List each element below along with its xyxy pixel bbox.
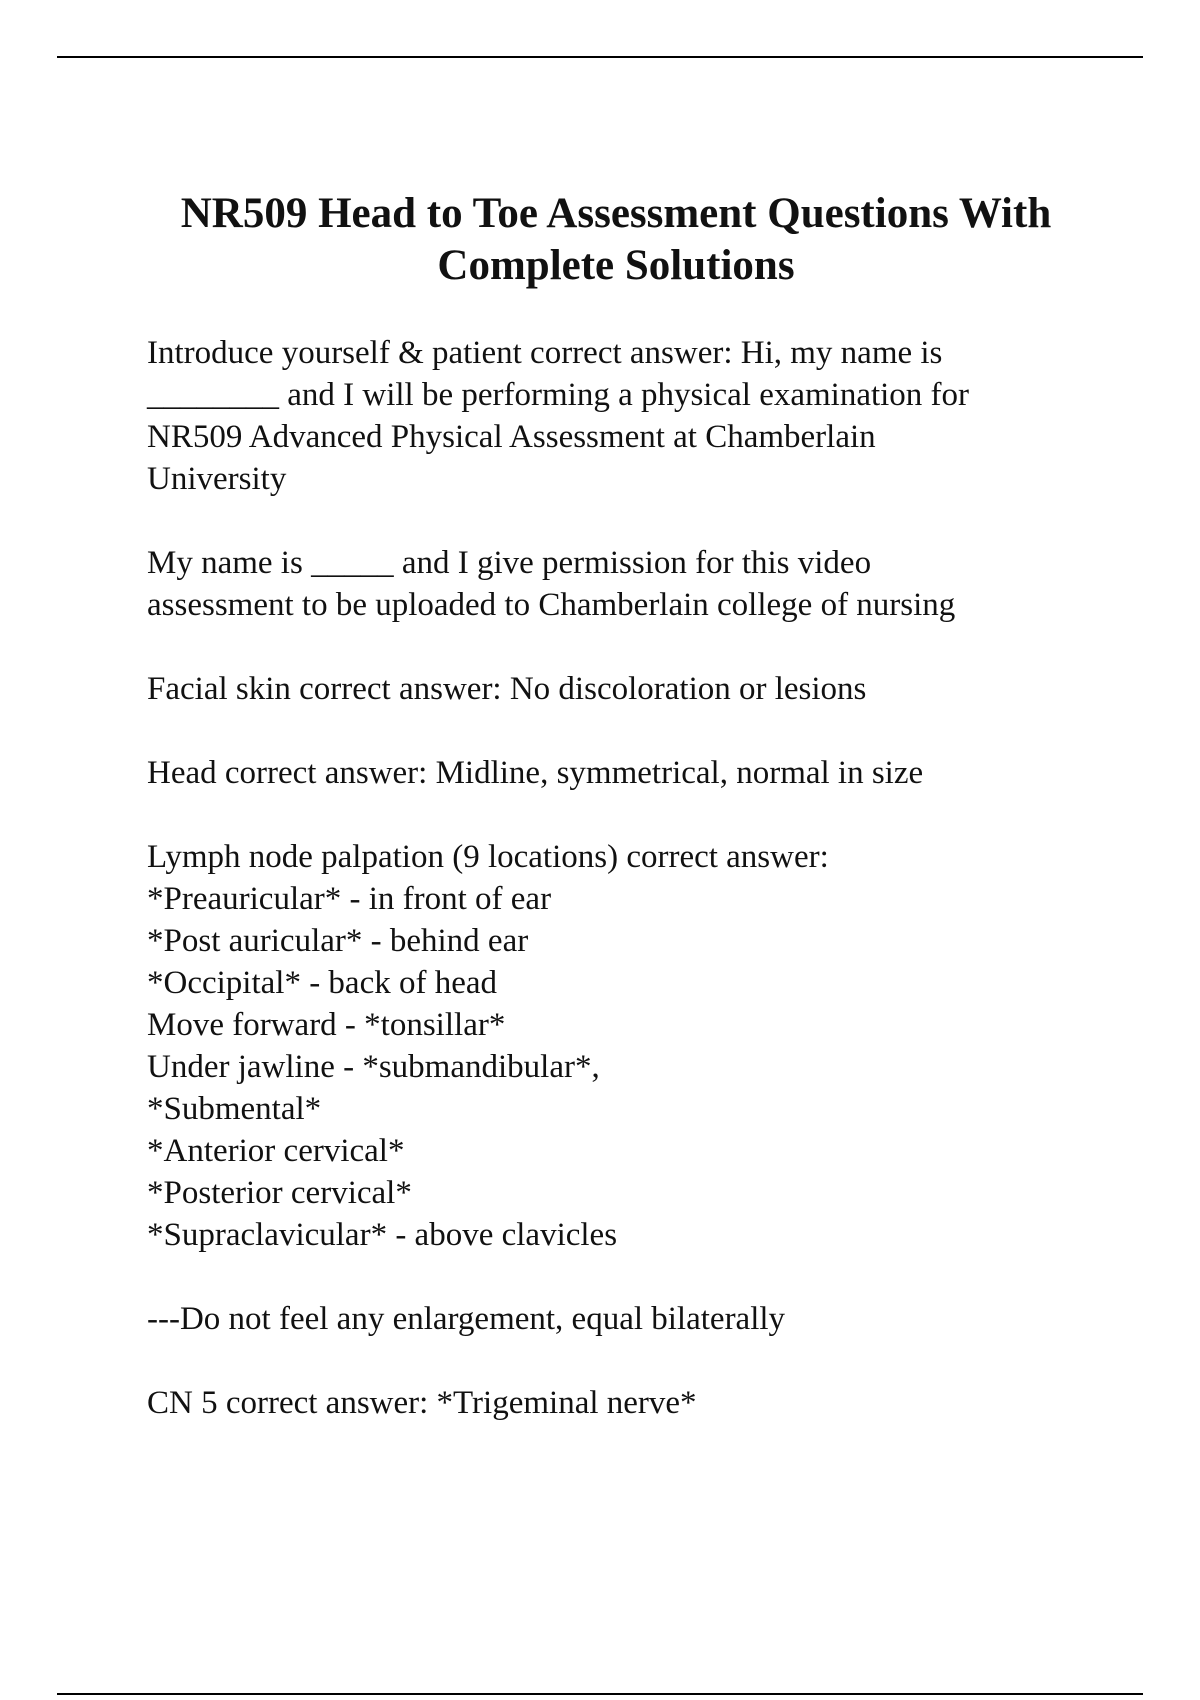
text-line: *Anterior cervical* [147, 1133, 405, 1169]
document-body [147, 332, 1107, 1466]
lymph-node-finding [147, 1298, 1107, 1340]
text-line: Under jawline - *submandibular*, [147, 1049, 600, 1085]
qa-lymph-node-palpation [147, 836, 1107, 1256]
qa-facial-skin [147, 668, 1107, 710]
qa-head [147, 752, 1107, 794]
permission-statement [147, 542, 1107, 626]
text-line: *Occipital* - back of head [147, 965, 498, 1001]
text-line: ________ and I will be performing a physical examination for [147, 377, 970, 413]
text-line: ---Do not feel any enlargement, equal bilaterally [147, 1301, 786, 1337]
bottom-rule [57, 1693, 1143, 1695]
text-line: *Posterior cervical* [147, 1175, 412, 1211]
text-line: University [147, 461, 287, 497]
qa-cn5 [147, 1382, 1107, 1424]
document-title [100, 188, 1132, 292]
text-line: My name is _____ and I give permission for this video [147, 545, 872, 581]
text-line: *Submental* [147, 1091, 322, 1127]
title-line: NR509 Head to Toe Assessment Questions With [180, 190, 1052, 237]
text-line: NR509 Advanced Physical Assessment at Chamberlain [147, 419, 876, 455]
text-line: Introduce yourself & patient correct answer: Hi, my name is [147, 335, 943, 371]
text-line: *Supraclavicular* - above clavicles [147, 1217, 618, 1253]
text-line: Move forward - *tonsillar* [147, 1007, 506, 1043]
text-line: Head correct answer: Midline, symmetrical, normal in size [147, 755, 924, 791]
text-line: CN 5 correct answer: *Trigeminal nerve* [147, 1385, 697, 1421]
text-line: Lymph node palpation (9 locations) correct answer: [147, 839, 829, 875]
text-line: *Post auricular* - behind ear [147, 923, 529, 959]
top-rule [57, 56, 1143, 58]
qa-introduce-yourself [147, 332, 1107, 500]
text-line: assessment to be uploaded to Chamberlain college of nursing [147, 587, 956, 623]
text-line: *Preauricular* - in front of ear [147, 881, 552, 917]
text-line: Facial skin correct answer: No discoloration or lesions [147, 671, 867, 707]
title-line: Complete Solutions [437, 242, 795, 289]
